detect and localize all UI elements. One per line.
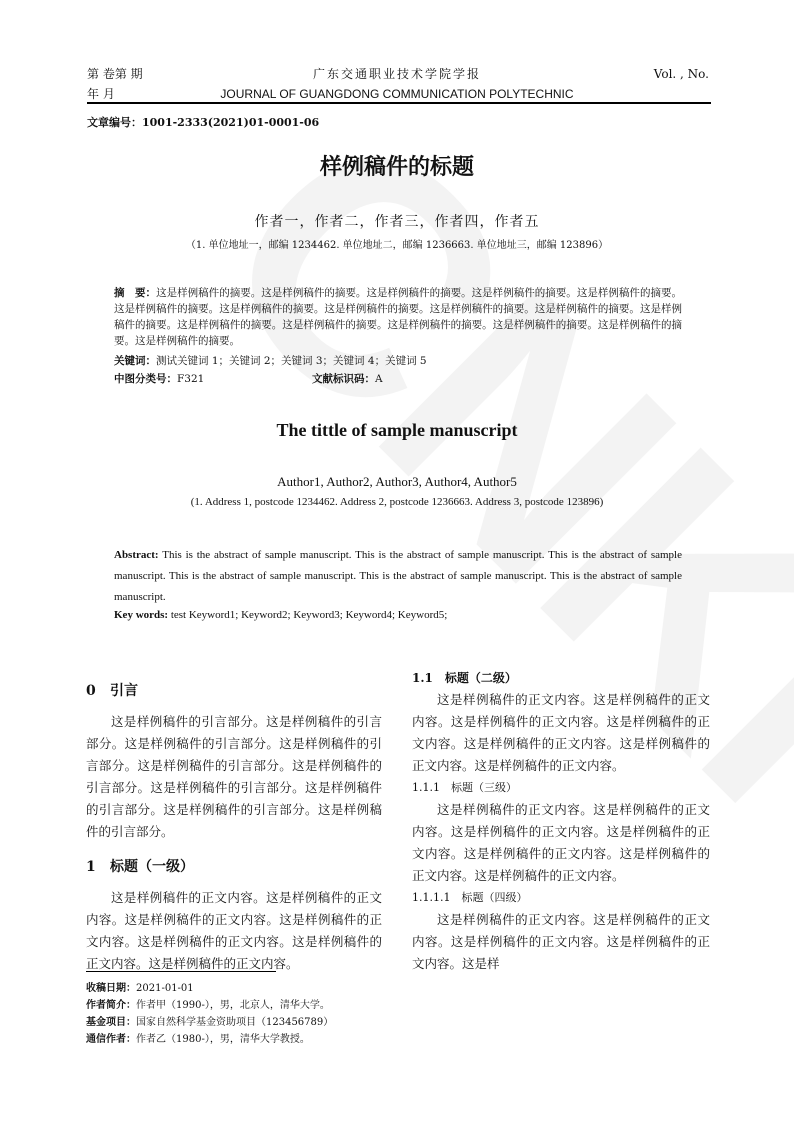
section-1-1-1-heading: 1.1.1 标题（三级） <box>412 781 517 794</box>
footnote-corresponding-label: 通信作者： <box>86 1034 136 1045</box>
keywords-cn <box>114 353 427 368</box>
keywords-en <box>114 609 447 621</box>
authors-cn: 作者一，作者二，作者三，作者四，作者五 <box>254 214 540 230</box>
footnote-author-label: 作者简介： <box>86 1000 136 1011</box>
section-1-1-1-1-heading: 1.1.1.1 标题（四级） <box>412 891 528 904</box>
header-rule <box>87 102 711 104</box>
keywords-en-label: Key words: <box>114 609 169 621</box>
abstract-cn-text: 这是样例稿件的摘要。这是样例稿件的摘要。这是样例稿件的摘要。这是样例稿件的摘要。这是样例稿件的摘要。这是样例稿件的摘要。这是样例稿件的摘要。这是样例稿件的摘要。这是样例稿件的摘要。这是样例稿件的摘要。这是样例稿件的摘要。这是样例稿件的摘要。这是样例稿件的摘要。这是样例稿件的摘要。这是样例稿件的摘要。这是样例稿件的摘要。这是样例稿件的摘要。 <box>114 287 683 347</box>
classification-value: F321 <box>177 373 205 385</box>
right-column <box>412 667 710 975</box>
footnote-author <box>86 997 333 1014</box>
footnote-received <box>86 980 333 997</box>
footnote-fund-label: 基金项目： <box>86 1017 136 1028</box>
article-number: 文章编号：1001-2333(2021)01-0001-06 <box>87 116 320 129</box>
issue-line-1: 第 卷第 期 <box>87 67 143 81</box>
title-en: The tittle of sample manuscript <box>276 420 518 440</box>
issue-line-2: 年 月 <box>87 87 115 101</box>
section-1-body: 这是样例稿件的正文内容。这是样例稿件的正文内容。这是样例稿件的正文内容。这是样例稿件的正文内容。这是样例稿件的正文内容。这是样例稿件的正文内容。这是样例稿件的正文内容。 <box>86 890 382 971</box>
keywords-cn-text: 测试关键词 1；关键词 2；关键词 3；关键词 4；关键词 5 <box>156 355 427 367</box>
document-code <box>312 371 383 386</box>
left-column <box>86 677 382 975</box>
section-0-heading <box>86 677 382 705</box>
footnote-fund <box>86 1014 333 1031</box>
footnote-corresponding <box>86 1031 333 1048</box>
section-1-1-1-body: 这是样例稿件的正文内容。这是样例稿件的正文内容。这是样例稿件的正文内容。这是样例稿件的正文内容。这是样例稿件的正文内容。这是样例稿件的正文内容。这是样例稿件的正文内容。 <box>412 802 710 883</box>
volume-info: Vol. , No. <box>653 67 709 81</box>
footnote-author-text: 作者甲（1990-），男，北京人，清华大学。 <box>136 1000 330 1011</box>
keywords-cn-label: 关键词： <box>114 355 156 367</box>
classification-number <box>114 371 204 386</box>
authors-en: Author1, Author2, Author3, Author4, Author5 <box>277 474 517 489</box>
section-1-1-heading: 1.1 标题（二级） <box>412 671 517 685</box>
section-1-heading <box>86 853 382 881</box>
document-code-value: A <box>375 373 383 385</box>
section-0-number: 0 <box>86 683 96 699</box>
journal-name-en: JOURNAL OF GUANGDONG COMMUNICATION POLYTECHNIC <box>220 87 574 101</box>
document-code-label: 文献标识码： <box>312 373 375 385</box>
keywords-en-text: test Keyword1; Keyword2; Keyword3; Keyword4; Keyword5; <box>168 609 448 621</box>
abstract-cn <box>114 285 682 349</box>
journal-name-cn: 广东交通职业技术学院学报 <box>312 67 481 81</box>
section-1-1-1-1-body: 这是样例稿件的正文内容。这是样例稿件的正文内容。这是样例稿件的正文内容。这是样例稿件的正文内容。这是样 <box>412 912 710 971</box>
abstract-en <box>114 545 682 608</box>
affiliations-en: (1. Address 1, postcode 1234462. Address 2, postcode 1236663. Address 3, postcode 123896) <box>190 496 604 508</box>
footnote-fund-text: 国家自然科学基金资助项目（123456789） <box>136 1017 334 1028</box>
affiliations-cn: （1. 单位地址一，邮编 1234462. 单位地址二，邮编 1236663. 单位地址三，邮编 123896） <box>185 240 609 251</box>
section-1-number: 1 <box>86 859 96 875</box>
footnote-rule <box>86 971 276 972</box>
abstract-en-text: This is the abstract of sample manuscript. This is the abstract of sample manuscript. This is the abstract of sample manuscript. This is the abstract of sample manuscript. This is the abstract of sample manuscript. This is the abstract of sample manuscript. <box>114 549 682 603</box>
section-1-title: 标题（一级） <box>110 859 194 875</box>
footnote-received-text: 2021-01-01 <box>136 983 194 994</box>
abstract-en-label: Abstract: <box>114 549 159 561</box>
section-0-title: 引言 <box>110 683 138 699</box>
title-cn: 样例稿件的标题 <box>319 154 474 180</box>
footnote-received-label: 收稿日期： <box>86 983 136 994</box>
footnotes <box>86 980 333 1048</box>
classification-label: 中图分类号： <box>114 373 177 385</box>
abstract-cn-label: 摘 要： <box>114 287 157 299</box>
section-0-body: 这是样例稿件的引言部分。这是样例稿件的引言部分。这是样例稿件的引言部分。这是样例稿件的引言部分。这是样例稿件的引言部分。这是样例稿件的引言部分。这是样例稿件的引言部分。这是样例稿件的引言部分。这是样例稿件的引言部分。这是样例稿件的引言部分。 <box>86 714 382 839</box>
section-1-1-body: 这是样例稿件的正文内容。这是样例稿件的正文内容。这是样例稿件的正文内容。这是样例稿件的正文内容。这是样例稿件的正文内容。这是样例稿件的正文内容。这是样例稿件的正文内容。 <box>412 692 710 773</box>
footnote-corresponding-text: 作者乙（1980-），男，清华大学教授。 <box>136 1034 310 1045</box>
